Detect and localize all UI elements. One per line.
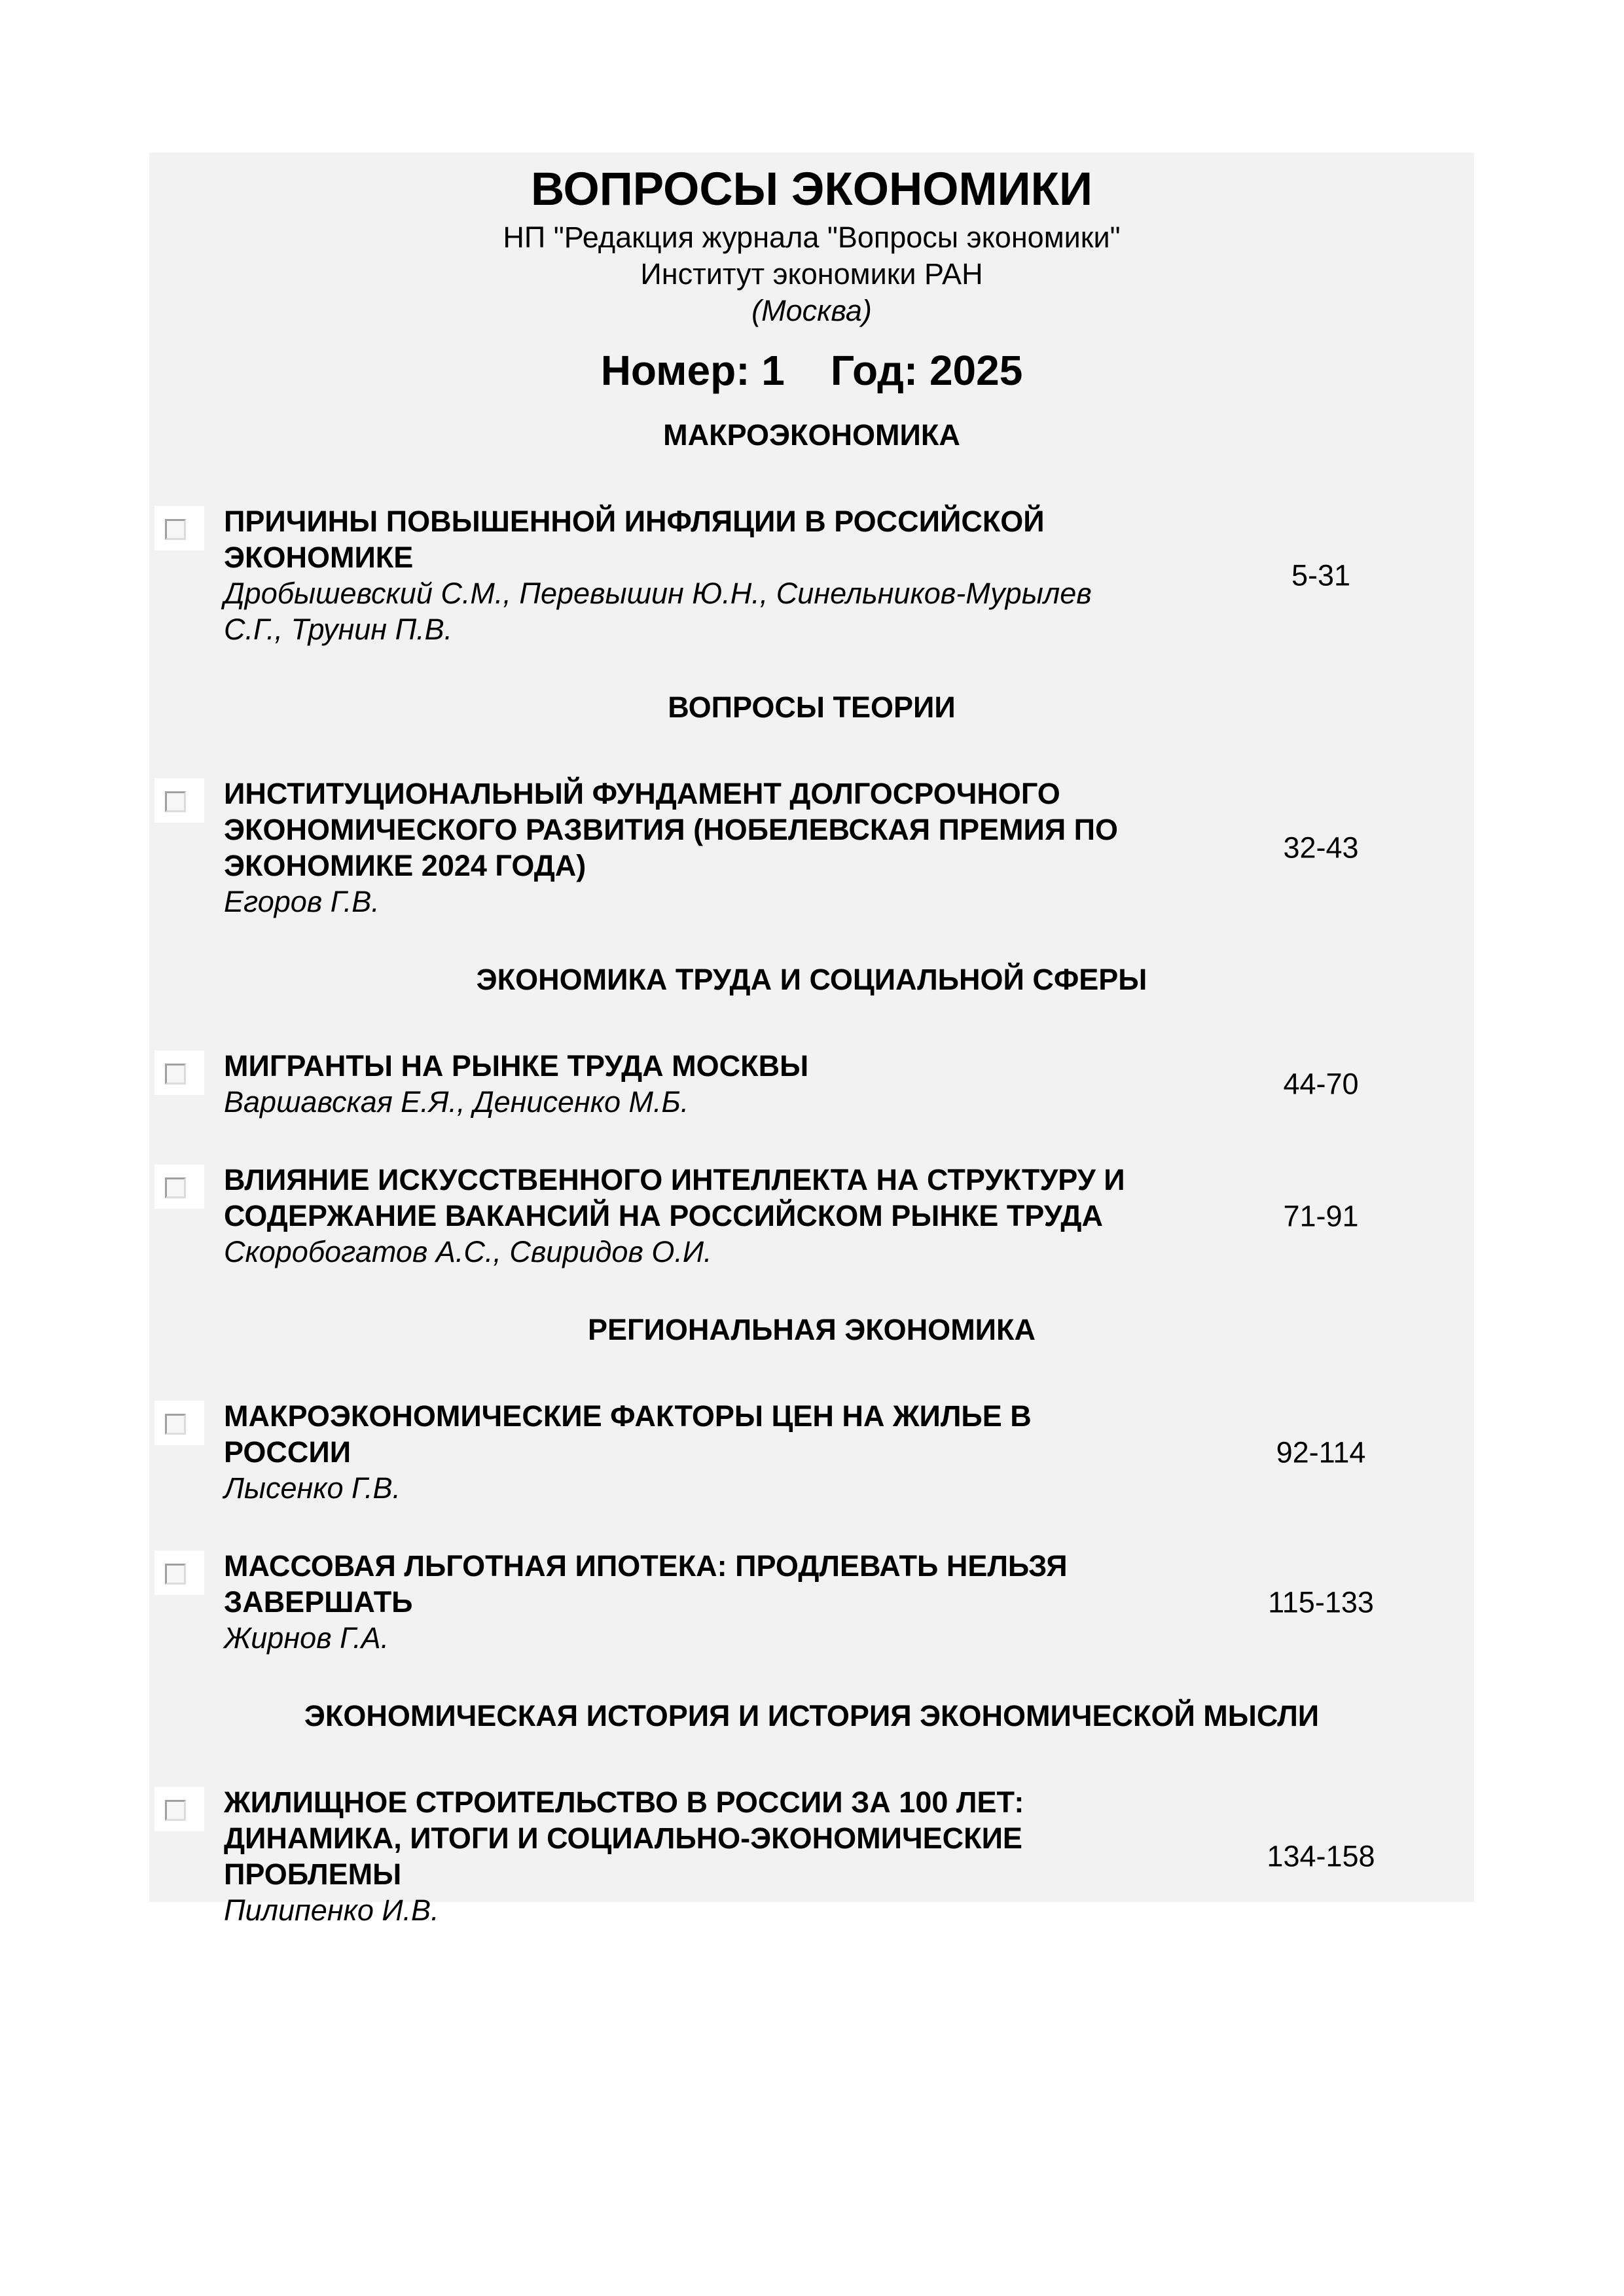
- section-heading: ВОПРОСЫ ТЕОРИИ: [668, 691, 956, 724]
- article-entry: [149, 503, 1474, 647]
- checkbox-icon: [165, 791, 186, 812]
- journal-header: [149, 152, 1474, 399]
- article-title[interactable]: МАССОВАЯ ЛЬГОТНАЯ ИПОТЕКА: ПРОДЛЕВАТЬ НЕЛЬЗЯ ЗАВЕРШАТЬ: [224, 1549, 1068, 1619]
- article-checkbox[interactable]: [154, 778, 204, 823]
- article-body: [224, 1162, 1140, 1270]
- article-entry: [149, 1048, 1474, 1120]
- article-title[interactable]: ПРИЧИНЫ ПОВЫШЕННОЙ ИНФЛЯЦИИ В РОССИЙСКОЙ ЭКОНОМИКЕ: [224, 505, 1045, 574]
- article-authors: Егоров Г.В.: [224, 885, 380, 918]
- checkbox-icon: [165, 1414, 186, 1435]
- institute: Институт экономики РАН: [640, 257, 983, 291]
- article-entry: [149, 1784, 1474, 1928]
- article-pages: 71-91: [1283, 1199, 1359, 1232]
- article-body: [224, 1398, 1140, 1506]
- section-heading: ЭКОНОМИКА ТРУДА И СОЦИАЛЬНОЙ СФЕРЫ: [476, 963, 1147, 996]
- section: [149, 961, 1474, 1270]
- issue-number: Номер: 1: [600, 347, 785, 394]
- article-checkbox[interactable]: [154, 1551, 204, 1595]
- article-entry: [149, 776, 1474, 920]
- article-authors: Жирнов Г.А.: [224, 1621, 389, 1655]
- article-body: [224, 503, 1140, 647]
- section: [149, 1312, 1474, 1656]
- article-body: [224, 776, 1140, 920]
- section-heading: РЕГИОНАЛЬНАЯ ЭКОНОМИКА: [588, 1313, 1036, 1346]
- article-authors: Лысенко Г.В.: [224, 1471, 401, 1505]
- article-title[interactable]: ЖИЛИЩНОЕ СТРОИТЕЛЬСТВО В РОССИИ ЗА 100 ЛЕТ: ДИНАМИКА, ИТОГИ И СОЦИАЛЬНО-ЭКОНОМИЧЕСКИЕ ПРОБЛЕМЫ: [224, 1785, 1024, 1891]
- article-body: [224, 1048, 1140, 1120]
- article-entry: [149, 1398, 1474, 1506]
- article-pages: 115-133: [1268, 1585, 1374, 1619]
- article-pages: 92-114: [1276, 1435, 1366, 1469]
- issue-line: [149, 342, 1474, 399]
- article-checkbox[interactable]: [154, 1050, 204, 1095]
- article-entry: [149, 1162, 1474, 1270]
- article-title[interactable]: МАКРОЭКОНОМИЧЕСКИЕ ФАКТОРЫ ЦЕН НА ЖИЛЬЕ В РОССИИ: [224, 1399, 1032, 1469]
- article-checkbox[interactable]: [154, 506, 204, 550]
- article-title[interactable]: ИНСТИТУЦИОНАЛЬНЫЙ ФУНДАМЕНТ ДОЛГОСРОЧНОГО ЭКОНОМИЧЕСКОГО РАЗВИТИЯ (НОБЕЛЕВСКАЯ ПРЕМИЯ ПО ЭКОНОМИКЕ 2024 ГОДА): [224, 777, 1119, 882]
- article-entry: [149, 1548, 1474, 1656]
- city: (Москва): [751, 294, 872, 327]
- article-checkbox[interactable]: [154, 1401, 204, 1445]
- checkbox-icon: [165, 519, 186, 540]
- article-checkbox[interactable]: [154, 1787, 204, 1831]
- section-heading: ЭКОНОМИЧЕСКАЯ ИСТОРИЯ И ИСТОРИЯ ЭКОНОМИЧЕСКОЙ МЫСЛИ: [304, 1699, 1320, 1732]
- article-title[interactable]: ВЛИЯНИЕ ИСКУССТВЕННОГО ИНТЕЛЛЕКТА НА СТРУКТУРУ И СОДЕРЖАНИЕ ВАКАНСИЙ НА РОССИЙСКОМ РЫНКЕ ТРУДА: [224, 1163, 1125, 1232]
- journal-title: ВОПРОСЫ ЭКОНОМИКИ: [530, 164, 1093, 215]
- article-pages: 32-43: [1283, 831, 1359, 865]
- article-pages: 44-70: [1283, 1067, 1359, 1101]
- article-pages: 5-31: [1291, 558, 1351, 592]
- article-authors: Пилипенко И.В.: [224, 1893, 439, 1927]
- checkbox-icon: [165, 1800, 186, 1821]
- article-body: [224, 1548, 1140, 1656]
- section: [149, 1698, 1474, 1928]
- section: [149, 417, 1474, 647]
- contents-sheet: [149, 152, 1474, 1927]
- publisher: НП "Редакция журнала "Вопросы экономики": [503, 221, 1121, 254]
- checkbox-icon: [165, 1064, 186, 1085]
- article-title[interactable]: МИГРАНТЫ НА РЫНКЕ ТРУДА МОСКВЫ: [224, 1049, 809, 1083]
- issue-year: Год: 2025: [830, 347, 1023, 394]
- article-body: [224, 1784, 1140, 1928]
- article-authors: Дробышевский С.М., Перевышин Ю.Н., Синельников-Мурылев С.Г., Трунин П.В.: [224, 577, 1092, 646]
- article-authors: Скоробогатов А.С., Свиридов О.И.: [224, 1235, 712, 1268]
- article-checkbox[interactable]: [154, 1164, 204, 1209]
- article-authors: Варшавская Е.Я., Денисенко М.Б.: [224, 1085, 689, 1119]
- article-pages: 134-158: [1267, 1839, 1375, 1873]
- section: [149, 689, 1474, 920]
- checkbox-icon: [165, 1177, 186, 1198]
- section-heading: МАКРОЭКОНОМИКА: [663, 418, 960, 452]
- checkbox-icon: [165, 1564, 186, 1585]
